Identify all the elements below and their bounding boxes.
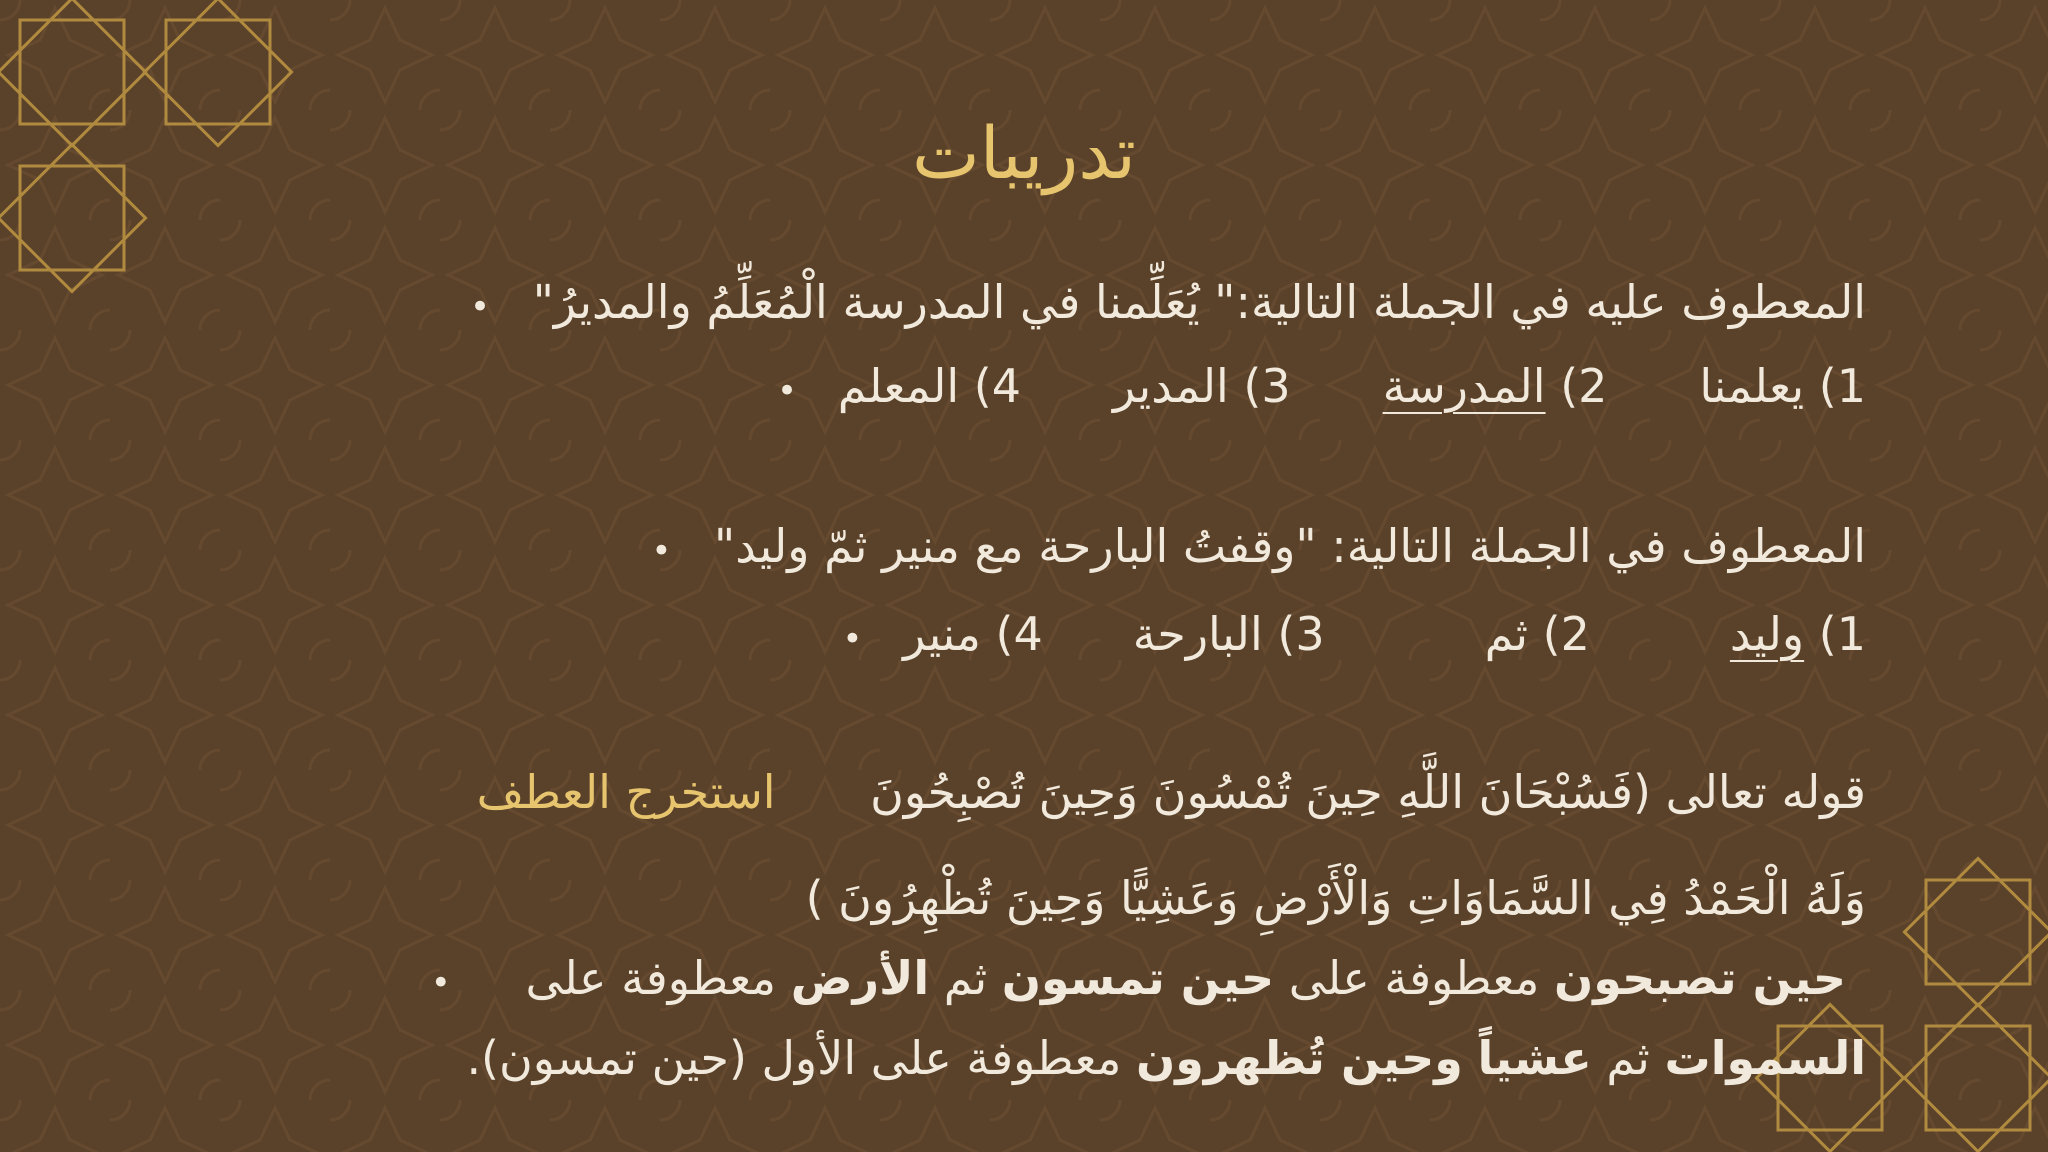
q1-option-4-text: المعلم bbox=[837, 359, 960, 413]
q2-bullet: • bbox=[651, 531, 672, 571]
q3-verse-1: قوله تعالى (فَسُبْحَانَ اللَّهِ حِينَ تُمْسُونَ وَحِينَ تُصْبِحُونَ bbox=[870, 765, 1866, 819]
q3-ans1-a: حين تصبحون bbox=[1554, 951, 1846, 1005]
slide-title: تدريبات bbox=[911, 111, 1137, 195]
q3-ans1-b: معطوفة على bbox=[1288, 951, 1540, 1005]
q2-option-4-text: منير bbox=[903, 607, 981, 661]
q1-option-3-num: 3) bbox=[1243, 359, 1291, 413]
q3-ans1-d: ثم bbox=[943, 951, 988, 1005]
q3-ans1-e: الأرض bbox=[790, 951, 930, 1005]
q1-option-1[interactable] bbox=[1699, 356, 1866, 421]
q1-option-4[interactable] bbox=[777, 356, 1021, 421]
q2-option-2[interactable] bbox=[1485, 604, 1590, 669]
q1-option-3[interactable] bbox=[1113, 356, 1291, 421]
q3-verse-line-2 bbox=[806, 868, 1866, 928]
q3-answer-line-1 bbox=[431, 948, 1846, 1013]
q2-stem: المعطوف في الجملة التالية: "وقفتُ البارحة مع منير ثمّ وليد" bbox=[714, 519, 1866, 573]
q2-option-4[interactable] bbox=[842, 604, 1042, 669]
q3-verse-2: وَلَهُ الْحَمْدُ فِي السَّمَاوَاتِ وَالْأَرْضِ وَعَشِيًّا وَحِينَ تُظْهِرُونَ ) bbox=[805, 871, 1866, 925]
q3-verse-line-1 bbox=[477, 762, 1866, 822]
q3-answer-bullet: • bbox=[430, 963, 451, 1003]
q1-option-2-num: 2) bbox=[1560, 359, 1608, 413]
q2-option-4-num: 4) bbox=[995, 607, 1043, 661]
q3-ans2-d: وحين تُظهرون bbox=[1136, 1031, 1463, 1085]
q1-stem: المعطوف عليه في الجملة التالية:" يُعَلِّمنا في المدرسة الْمُعَلِّمُ والمديرُ" bbox=[532, 275, 1866, 329]
q1-option-1-text: يعلمنا bbox=[1699, 359, 1805, 413]
q2-option-3-num: 3) bbox=[1277, 607, 1325, 661]
q3-ans1-f: معطوفة على bbox=[525, 951, 777, 1005]
q3-ans2-c: عشياً bbox=[1477, 1031, 1592, 1085]
q3-ans2-b: ثم bbox=[1606, 1031, 1650, 1085]
q1-options bbox=[777, 356, 1866, 421]
q2-option-3-text: البارحة bbox=[1132, 607, 1263, 661]
q2-options-bullet: • bbox=[842, 619, 863, 659]
q1-option-3-text: المدير bbox=[1113, 359, 1229, 413]
q2-option-2-text: ثم bbox=[1484, 607, 1529, 661]
q1-stem-line bbox=[470, 272, 1866, 337]
q2-option-1[interactable] bbox=[1730, 604, 1866, 669]
q3-ans1-c: حين تمسون bbox=[1001, 951, 1275, 1005]
q3-instruction: استخرج العطف bbox=[476, 765, 776, 819]
q3-ans2-e: معطوفة على الأول (حين تمسون). bbox=[466, 1031, 1122, 1085]
q2-option-2-num: 2) bbox=[1542, 607, 1590, 661]
q1-options-bullet: • bbox=[777, 371, 798, 411]
q1-option-2-text: المدرسة bbox=[1382, 359, 1546, 413]
q1-bullet: • bbox=[470, 287, 491, 327]
q2-stem-line bbox=[651, 516, 1866, 581]
q3-answer-line-2 bbox=[466, 1028, 1866, 1088]
q1-option-1-num: 1) bbox=[1818, 359, 1866, 413]
q2-option-1-text: وليد bbox=[1729, 607, 1805, 661]
q1-option-2[interactable] bbox=[1383, 356, 1608, 421]
q2-option-3[interactable] bbox=[1133, 604, 1325, 669]
q3-ans2-a: السموات bbox=[1664, 1031, 1866, 1085]
q2-option-1-num: 1) bbox=[1818, 607, 1866, 661]
q1-option-4-num: 4) bbox=[973, 359, 1022, 413]
q2-options bbox=[842, 604, 1866, 669]
